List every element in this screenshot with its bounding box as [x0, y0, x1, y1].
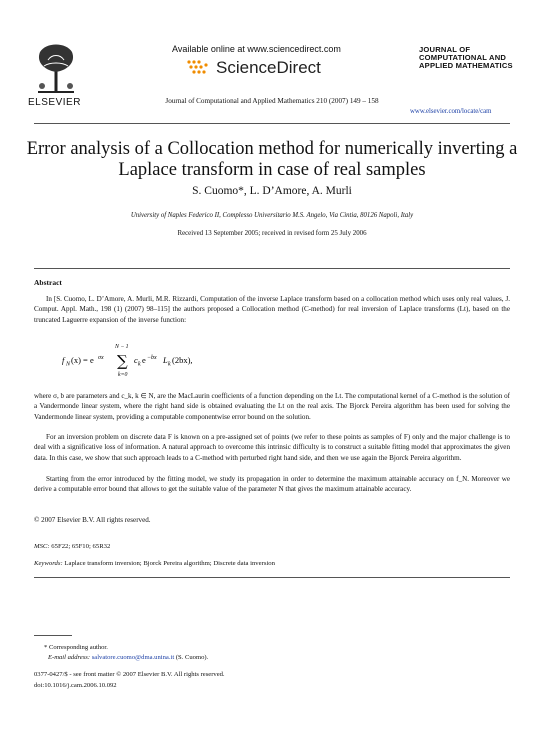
- article-authors: S. Cuomo*, L. D’Amore, A. Murli: [192, 185, 352, 197]
- formula-tail: (2bx),: [172, 355, 193, 365]
- abstract-paragraph-2: where σ, b are parameters and c_k, k ∈ N, are the MacLaurin coefficients of a function depending on the Lt. The computational kernel of a C-method is the solution of a Vandermonde linear system, where the right hand side is obtained evaluating the Lt on the real axis. The Bjorck Pereira algorithm has been used for solving the Vandermonde linear system, providing a computable componentwise error bound on the solution.: [34, 392, 510, 421]
- keywords: [34, 560, 275, 567]
- formula-coef-sub: k: [138, 361, 141, 368]
- elsevier-tree-logo: [30, 40, 82, 96]
- formula-exp1: σx: [98, 355, 104, 361]
- formula-sum-bottom: k=0: [118, 372, 128, 378]
- email-label: E-mail address:: [48, 654, 91, 661]
- formula-lhs: f: [62, 355, 65, 365]
- copyright-notice: © 2007 Elsevier B.V. All rights reserved.: [34, 516, 151, 524]
- article-title: Error analysis of a Collocation method for numerically inverting a Laplace transform in case of real samples: [26, 139, 518, 180]
- journal-title-line-1: JOURNAL OF: [419, 45, 471, 54]
- sciencedirect-logo: [186, 58, 321, 80]
- msc-codes: [34, 543, 110, 550]
- abstract-paragraph-4: Starting from the error introduced by the fitting model, we study its propagation in order to determine the maximum attainable accuracy on f_N. Moreover we derive a computable error bound that allows to get the suitable value of the parameter N that gives the maximum attainable accuracy.: [34, 475, 510, 494]
- email-footnote: [48, 654, 208, 661]
- email-suffix: (S. Cuomo).: [175, 654, 209, 661]
- received-dates: Received 13 September 2005; received in revised form 25 July 2006: [177, 230, 367, 237]
- publisher-wordmark: ELSEVIER: [28, 97, 81, 108]
- corresponding-author-note: * Corresponding author.: [44, 644, 108, 651]
- journal-url-link[interactable]: www.elsevier.com/locate/cam: [410, 108, 492, 115]
- author-affiliation: University of Naples Federico II, Complesso Universitario M.S. Angelo, Via Cintia, 80126 Napoli, Italy: [130, 212, 414, 219]
- formula-lhs-arg: (x) = e: [71, 355, 94, 365]
- footnote-divider: [34, 635, 72, 636]
- header-divider: [34, 123, 510, 124]
- journal-title-line-2: COMPUTATIONAL AND: [419, 53, 507, 62]
- sciencedirect-dots-icon: [186, 59, 212, 77]
- journal-citation: Journal of Computational and Applied Mathematics 210 (2007) 149 – 158: [165, 97, 379, 105]
- sciencedirect-wordmark: ScienceDirect: [216, 58, 321, 77]
- abstract-paragraph-1: In [S. Cuomo, L. D’Amore, A. Murli, M.R. Rizzardi, Computation of the inverse Laplace transform based on a collocation method which uses only real values, J. Comput. Appl. Math., 198 (1) (2007) 98–115] the authors proposed a Collocation method (C-method) for real inversion of Laplace transforms (Lt), based on the truncated Laguerre expansion of the inverse function:: [34, 295, 510, 324]
- formula-mid: e: [142, 355, 146, 365]
- formula-exp2: −bx: [147, 355, 157, 361]
- formula-lhs-sub: N: [66, 361, 71, 368]
- abstract-top-divider: [34, 268, 510, 269]
- formula-sum-top: N − 1: [115, 344, 129, 350]
- laguerre-expansion-formula: [62, 338, 302, 380]
- email-link[interactable]: salvatore.cuomo@dma.unina.it: [91, 654, 175, 661]
- summation-icon: ∑: [117, 352, 128, 370]
- formula-laguerre-sub: k: [168, 361, 171, 368]
- doi-line: doi:10.1016/j.cam.2006.10.092: [34, 682, 117, 689]
- keywords-value: Laplace transform inversion; Bjorck Pereira algorithm; Discrete data inversion: [64, 560, 275, 567]
- issn-front-matter: 0377-0427/$ - see front matter © 2007 Elsevier B.V. All rights reserved.: [34, 671, 225, 678]
- available-online-text[interactable]: Available online at www.sciencedirect.com: [172, 44, 341, 54]
- keywords-label: Keywords:: [34, 560, 63, 567]
- abstract-heading: Abstract: [34, 278, 62, 287]
- formula-coef: c: [134, 355, 138, 365]
- msc-value: 65F22; 65F10; 65R32: [51, 543, 111, 550]
- formula-laguerre: L: [163, 355, 168, 365]
- msc-label: MSC:: [34, 543, 50, 550]
- journal-title-line-3: APPLIED MATHEMATICS: [419, 61, 513, 70]
- journal-title: [419, 46, 529, 70]
- keywords-divider: [34, 577, 510, 578]
- abstract-paragraph-3: For an inversion problem on discrete data F is known on a pre-assigned set of points (we refer to these points as samples of F) only and the major challenge is to deal with a significative loss of information. A natural approach to overcome this intrinsic difficulty is to construct a suitable fitting model that approximates the given data. In this case, we show that such approach leads to a C-method with perturbed right hand side, and then we use again the Bjorck Pereira algorithm.: [34, 433, 510, 462]
